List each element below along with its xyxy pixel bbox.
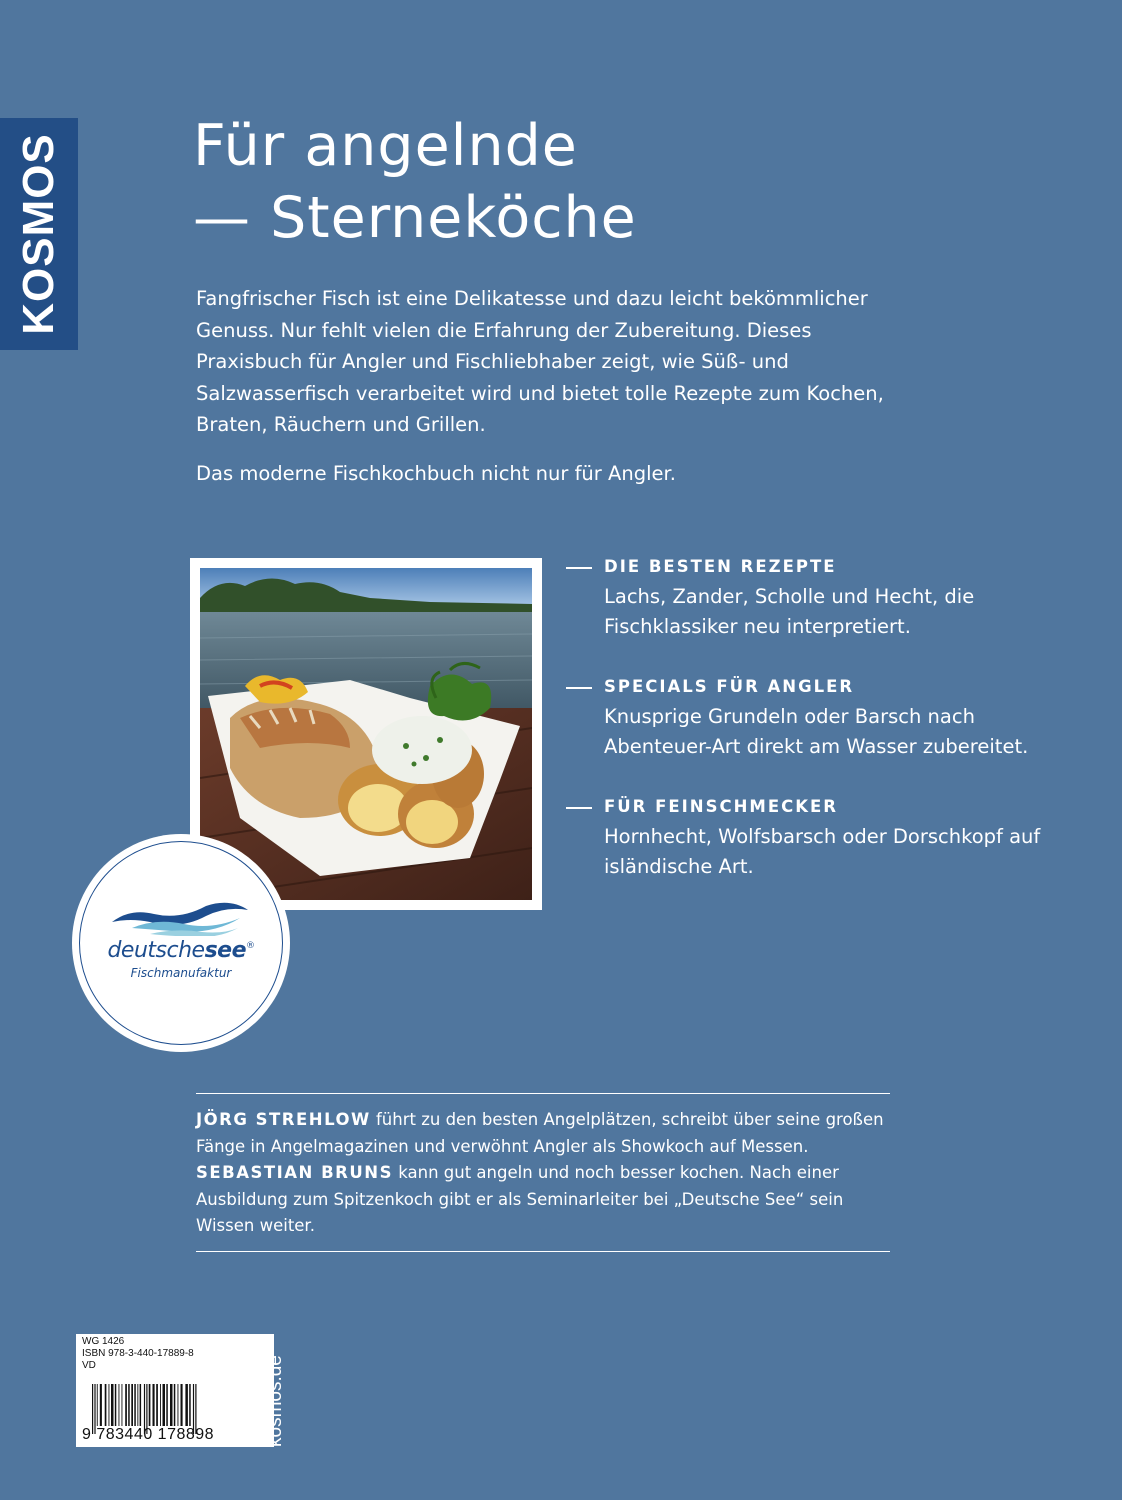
seal-subtitle: Fischmanufaktur (130, 966, 232, 980)
barcode-bar (153, 1384, 155, 1426)
feature-title: FÜR FEINSCHMECKER (604, 797, 838, 816)
barcode-bar (163, 1384, 166, 1426)
author-bio (196, 1107, 896, 1160)
feature-text: Knusprige Grundeln oder Barsch nach Abenteuer-Art direkt am Wasser zubereitet. (604, 705, 1029, 758)
seal-brand-name (72, 938, 290, 963)
barcode-bar (111, 1384, 114, 1426)
feature-item (566, 674, 1086, 762)
barcode-bar (166, 1384, 168, 1426)
feature-list (566, 554, 1086, 882)
deutsche-see-seal (72, 834, 290, 1052)
feature-text: Lachs, Zander, Scholle und Hecht, die Fischklassiker neu interpretiert. (604, 585, 975, 638)
barcode-bar (122, 1384, 123, 1426)
author-bios (196, 1107, 896, 1240)
barcode-bar (185, 1384, 188, 1426)
wave-logo-icon (110, 900, 250, 936)
feature-item (566, 554, 1086, 642)
author-name: SEBASTIAN BRUNS (196, 1163, 393, 1182)
blurb (196, 283, 916, 489)
seal-brand-light: deutsche (107, 938, 205, 963)
barcode-box (76, 1334, 274, 1447)
headline-line-1: Für angelnde (193, 113, 578, 179)
barcode-bar (109, 1384, 110, 1426)
vd-code: VD (82, 1360, 96, 1371)
barcode-bar (125, 1384, 127, 1426)
barcode-bar (134, 1384, 136, 1426)
warengruppe: WG 1426 (82, 1336, 125, 1347)
headline-line-2: — Sterneköche (193, 185, 637, 251)
publisher-website: kosmos.de (265, 1355, 286, 1447)
barcode-bar (115, 1384, 117, 1426)
seal-brand-bold: see (204, 938, 247, 963)
feature-dash (566, 687, 592, 689)
headline (193, 110, 1073, 254)
author-bio (196, 1160, 896, 1240)
publisher-tab (0, 118, 78, 350)
barcode-bar (181, 1384, 183, 1426)
barcode-bar (140, 1384, 142, 1426)
author-text: führt zu den besten Angelplätzen, schreibt über seine großen Fänge in Angelmagazinen und verwöhnt Angler als Showkoch auf Messen. (196, 1110, 884, 1156)
barcode-bar (174, 1384, 176, 1426)
barcode-bar (156, 1384, 158, 1426)
barcode-bar (178, 1384, 179, 1426)
divider-bottom (196, 1251, 890, 1252)
feature-dash (566, 567, 592, 569)
barcode-bar (97, 1384, 98, 1426)
feature-title: SPECIALS FÜR ANGLER (604, 677, 855, 696)
divider-top (196, 1093, 890, 1094)
barcode-bar (100, 1384, 102, 1426)
registered-mark: ® (246, 941, 255, 951)
barcode-bar (160, 1384, 161, 1426)
dish-photo-illustration (200, 568, 532, 900)
barcode-bar (131, 1384, 133, 1426)
publisher-logo: KOSMOS (14, 133, 63, 335)
barcode-bar (119, 1384, 120, 1426)
feature-item (566, 794, 1086, 882)
feature-title: DIE BESTEN REZEPTE (604, 557, 837, 576)
isbn: ISBN 978-3-440-17889-8 (82, 1348, 194, 1359)
author-text: kann gut angeln und noch besser kochen. Nach einer Ausbildung zum Spitzenkoch gibt er als Seminarleiter bei „Deutsche See“ sein Wissen weiter. (196, 1163, 844, 1235)
barcode-bar (149, 1384, 151, 1426)
barcode-bar (105, 1384, 107, 1426)
barcode-bar (170, 1384, 173, 1426)
barcode-bar (189, 1384, 191, 1426)
feature-text: Hornhecht, Wolfsbarsch oder Dorschkopf auf isländische Art. (604, 825, 1041, 878)
barcode-bar (128, 1384, 130, 1426)
blurb-tagline: Das moderne Fischkochbuch nicht nur für Angler. (196, 461, 676, 485)
feature-dash (566, 807, 592, 809)
blurb-paragraph: Fangfrischer Fisch ist eine Delikatesse und dazu leicht bekömmlicher Genuss. Nur fehlt vielen die Erfahrung der Zubereitung. Dieses Praxisbuch für Angler und Fischliebhaber zeigt, wie Süß- und Salzwasserfisch verarbeitet wird und bietet tolle Rezepte zum Kochen, Braten, Räuchern und Grillen. (196, 287, 884, 436)
barcode-digits: 9 783440 178898 (82, 1426, 215, 1443)
barcode-bar (137, 1384, 138, 1426)
author-name: JÖRG STREHLOW (196, 1110, 371, 1129)
